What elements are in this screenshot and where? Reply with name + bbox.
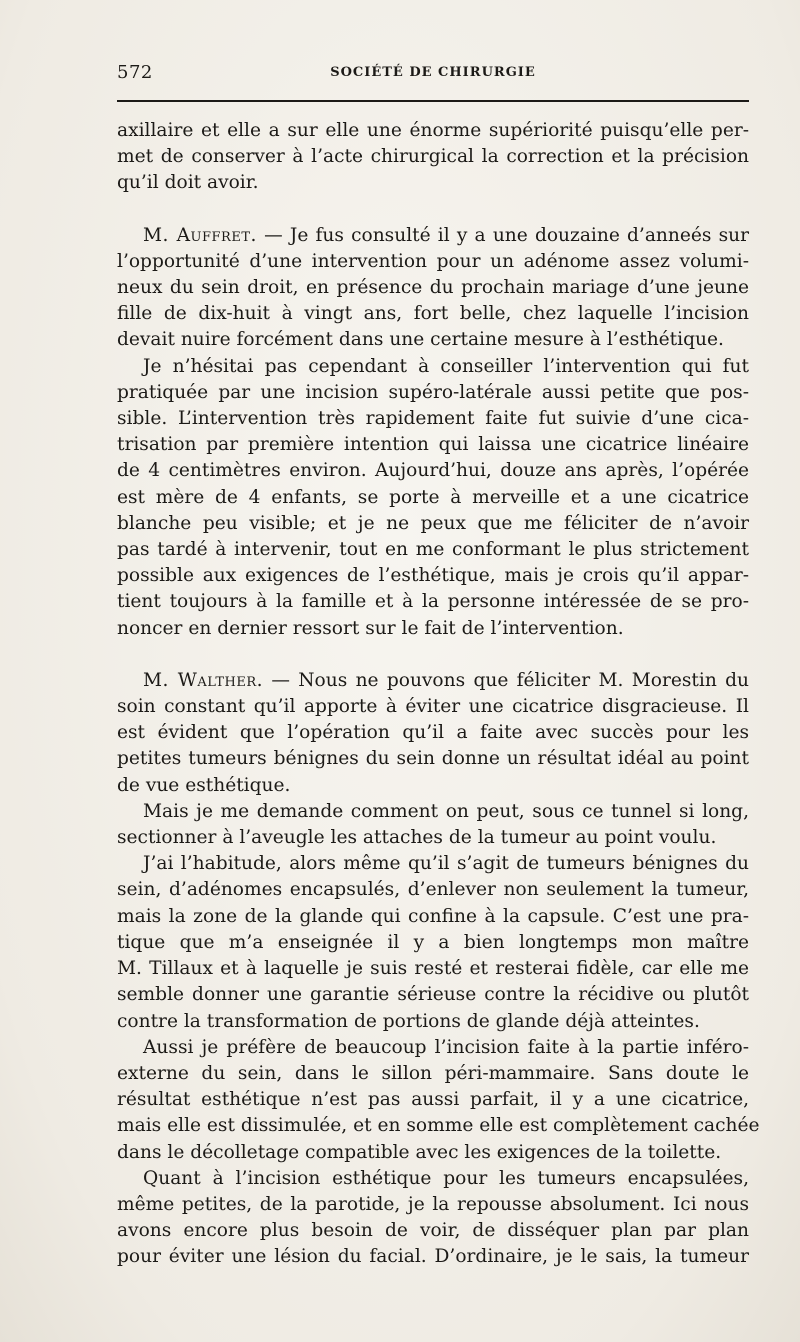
text-line: est mère de 4 enfants, se porte à merveille et a une cicatrice xyxy=(117,486,749,508)
text-line: de 4 centimètres environ. Aujourd’hui, douze ans après, l’opérée xyxy=(117,460,749,482)
text-line: tient toujours à la famille et à la personne intéressée de se pro- xyxy=(117,591,749,613)
header-rule xyxy=(117,100,749,102)
page-header xyxy=(117,58,749,88)
text-line: M. Tillaux et à laquelle je suis resté et resterai fidèle, car elle me xyxy=(117,958,749,980)
text-line: mais elle est dissimulée, et en somme elle est complètement cachée xyxy=(117,1115,760,1137)
text-line: sible. L’intervention très rapidement faite fut suivie d’une cica- xyxy=(117,408,749,430)
text-line: contre la transformation de portions de glande déjà atteintes. xyxy=(117,1010,700,1032)
text-line: de vue esthétique. xyxy=(117,774,291,796)
text-line: M. Auffret. — Je fus consulté il y a une douzaine d’anneés sur xyxy=(143,224,749,246)
text-line: l’opportunité d’une intervention pour un adénome assez volumi- xyxy=(117,250,749,272)
text-line: résultat esthétique n’est pas aussi parfait, il y a une cicatrice, xyxy=(117,1089,749,1111)
speaker-name: M. Walther. xyxy=(143,669,264,691)
text-line: externe du sein, dans le sillon péri-mammaire. Sans doute le xyxy=(117,1062,749,1084)
text-line: blanche peu visible; et je ne peux que me féliciter de n’avoir xyxy=(117,512,749,534)
text-line: semble donner une garantie sérieuse contre la récidive ou plutôt xyxy=(117,984,749,1006)
text-line: dans le décolletage compatible avec les exigences de la toilette. xyxy=(117,1141,722,1163)
text-line: pratiquée par une incision supéro-latérale aussi petite que pos- xyxy=(117,381,749,403)
text-line: M. Walther. — Nous ne pouvons que féliciter M. Morestin du xyxy=(143,669,749,691)
text-line: avons encore plus besoin de voir, de disséquer plan par plan xyxy=(117,1220,749,1242)
text-line: qu’il doit avoir. xyxy=(117,172,259,194)
text-line: Je n’hésitai pas cependant à conseiller l’intervention qui fut xyxy=(143,355,749,377)
text-line: pas tardé à intervenir, tout en me conformant le plus strictement xyxy=(117,539,749,561)
text-line: sein, d’adénomes encapsulés, d’enlever non seulement la tumeur, xyxy=(117,879,749,901)
text-line: J’ai l’habitude, alors même qu’il s’agit de tumeurs bénignes du xyxy=(143,853,749,875)
text-line: tique que m’a enseignée il y a bien longtemps mon maître xyxy=(117,931,749,953)
text-line: Mais je me demande comment on peut, sous ce tunnel si long, xyxy=(143,800,749,822)
text-line: Quant à l’incision esthétique pour les tumeurs encapsulées, xyxy=(143,1167,749,1189)
text-line: soin constant qu’il apporte à éviter une cicatrice disgracieuse. Il xyxy=(117,696,749,718)
speaker-name: M. Auffret. xyxy=(143,224,257,246)
text-line: devait nuire forcément dans une certaine mesure à l’esthétique. xyxy=(117,329,724,351)
text-line: noncer en dernier ressort sur le fait de l’intervention. xyxy=(117,617,624,639)
text-line: mais la zone de la glande qui confine à la capsule. C’est une pra- xyxy=(117,905,749,927)
text-line: petites tumeurs bénignes du sein donne un résultat idéal au point xyxy=(117,748,749,770)
text-line: axillaire et elle a sur elle une énorme supériorité puisqu’elle per- xyxy=(117,120,749,141)
text-line: même petites, de la parotide, je la repousse absolument. Ici nous xyxy=(117,1193,749,1215)
text-line: Aussi je préfère de beaucoup l’incision faite à la partie inféro- xyxy=(143,1036,749,1058)
body-text xyxy=(117,118,760,1271)
text-line: pour éviter une lésion du facial. D’ordinaire, je le sais, la tumeur xyxy=(117,1246,749,1268)
text-line: met de conserver à l’acte chirurgical la correction et la précision xyxy=(117,146,749,168)
text-line: possible aux exigences de l’esthétique, mais je crois qu’il appar- xyxy=(117,565,749,587)
text-line: est évident que l’opération qu’il a faite avec succès pour les xyxy=(117,722,749,744)
text-line: neux du sein droit, en présence du prochain mariage d’une jeune xyxy=(117,277,749,299)
text-line: fille de dix-huit à vingt ans, fort belle, chez laquelle l’incision xyxy=(117,303,749,325)
running-head: SOCIÉTÉ DE CHIRURGIE xyxy=(330,65,536,80)
text-line: trisation par première intention qui laissa une cicatrice linéaire xyxy=(117,434,749,456)
page-number: 572 xyxy=(117,62,153,83)
text-line: sectionner à l’aveugle les attaches de la tumeur au point voulu. xyxy=(117,827,717,849)
